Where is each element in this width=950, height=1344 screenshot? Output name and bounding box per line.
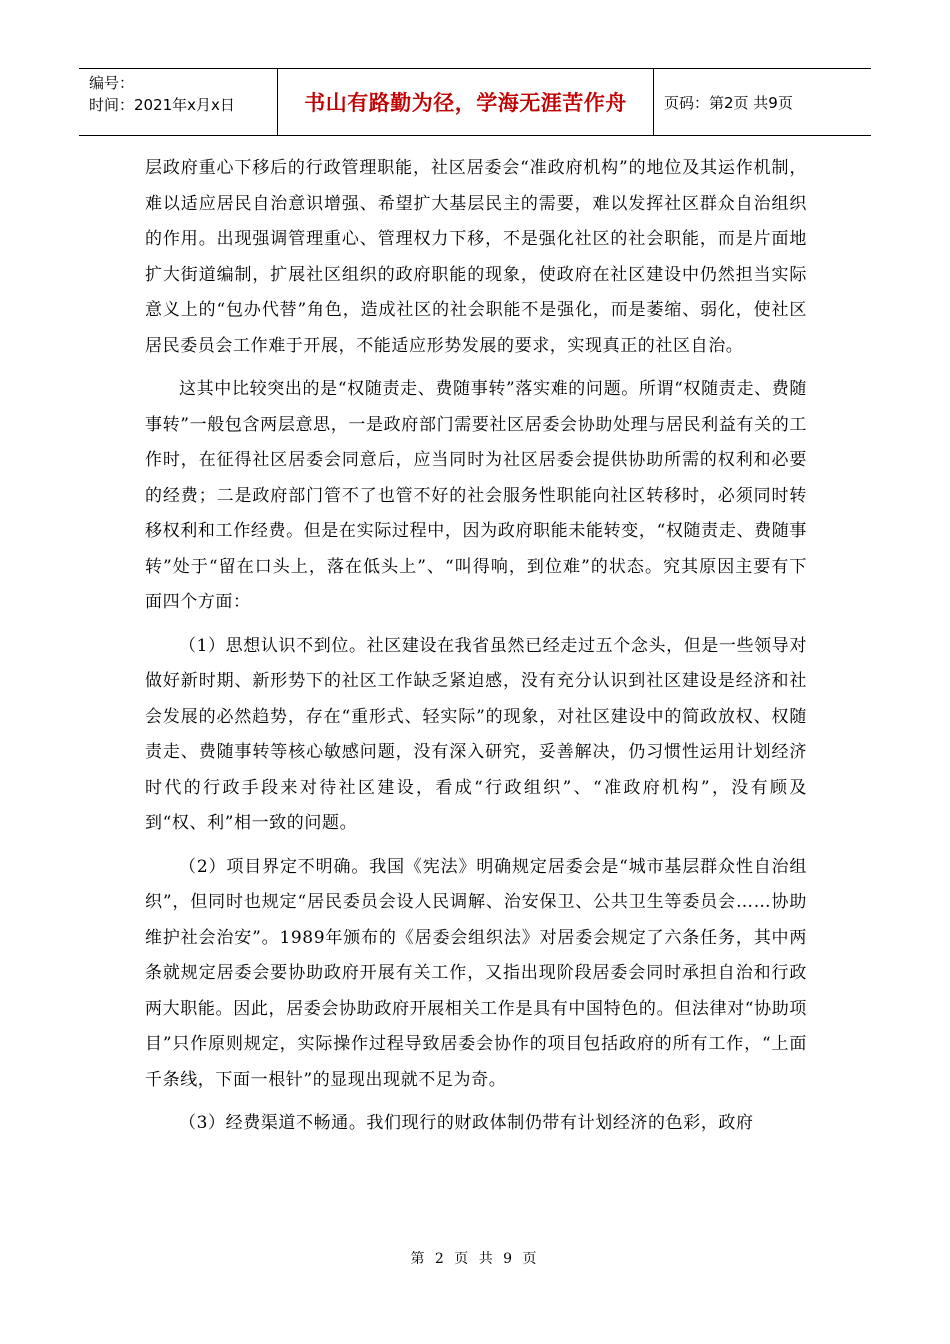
body-paragraph: （2）项目界定不明确。我国《宪法》明确规定居委会是“城市基层群众性自治组织”，但同时也规定“居民委员会设人民调解、治安保卫、公共卫生等委员会……协助维护社会治安”。1989年颁布的《居委会组织法》对居委会规定了六条任务，其中两条就规定居委会要协助政府开展有关工作，又指出现阶段居委会同时承担自治和行政两大职能。因此，居委会协助政府开展相关工作是具有中国特色的。但法律对“协助项目”只作原则规定，实际操作过程导致居委会协作的项目包括政府的所有工作，“上面千条线，下面一根针”的显现出现就不足为奇。 [145, 856, 807, 1090]
body-paragraph: （3）经费渠道不畅通。我们现行的财政体制仍带有计划经济的色彩，政府 [179, 1113, 754, 1133]
document-number-label: 编号： [89, 74, 135, 92]
document-body [145, 151, 807, 1150]
page-header [79, 68, 871, 136]
body-paragraph: （1）思想认识不到位。社区建设在我省虽然已经走过五个念头，但是一些领导对做好新时期、新形势下的社区工作缺乏紧迫感，没有充分认识到社区建设是经济和社会发展的必然趋势，存在“重形式、轻实际”的现象，对社区建设中的简政放权、权随责走、费随事转等核心敏感问题，没有深入研究，妥善解决，仍习惯性运用计划经济时代的行政手段来对待社区建设，看成“行政组织”、“准政府机构”，没有顾及到“权、利”相一致的问题。 [145, 635, 807, 833]
body-paragraph: 层政府重心下移后的行政管理职能，社区居委会“准政府机构”的地位及其运作机制，难以适应居民自治意识增强、希望扩大基层民主的需要，难以发挥社区群众自治组织的作用。出现强调管理重心、管理权力下移，不是强化社区的社会职能，而是片面地扩大街道编制，扩展社区组织的政府职能的现象，使政府在社区建设中仍然担当实际意义上的“包办代替”角色，造成社区的社会职能不是强化，而是萎缩、弱化，使社区居民委员会工作难于开展，不能适应形势发展的要求，实现真正的社区自治。 [145, 158, 807, 356]
body-paragraph: 这其中比较突出的是“权随责走、费随事转”落实难的问题。所谓“权随责走、费随事转”一般包含两层意思，一是政府部门需要社区居委会协助处理与居民利益有关的工作时，在征得社区居委会同意后，应当同时为社区居委会提供协助所需的权利和必要的经费；二是政府部门管不了也管不好的社会服务性职能向社区转移时，必须同时转移权利和工作经费。但是在实际过程中，因为政府职能未能转变，“权随责走、费随事转”处于“留在口头上，落在低头上”、“叫得响，到位难”的状态。究其原因主要有下面四个方面： [145, 379, 807, 612]
page-footer: 第 2 页 共 9 页 [410, 1251, 540, 1267]
document-date: 时间：2021年x月x日 [89, 96, 235, 114]
header-page-info: 页码：第2页 共9页 [664, 93, 793, 112]
header-meta [79, 69, 278, 135]
header-motto: 书山有路勤为径，学海无涯苦作舟 [278, 69, 654, 135]
